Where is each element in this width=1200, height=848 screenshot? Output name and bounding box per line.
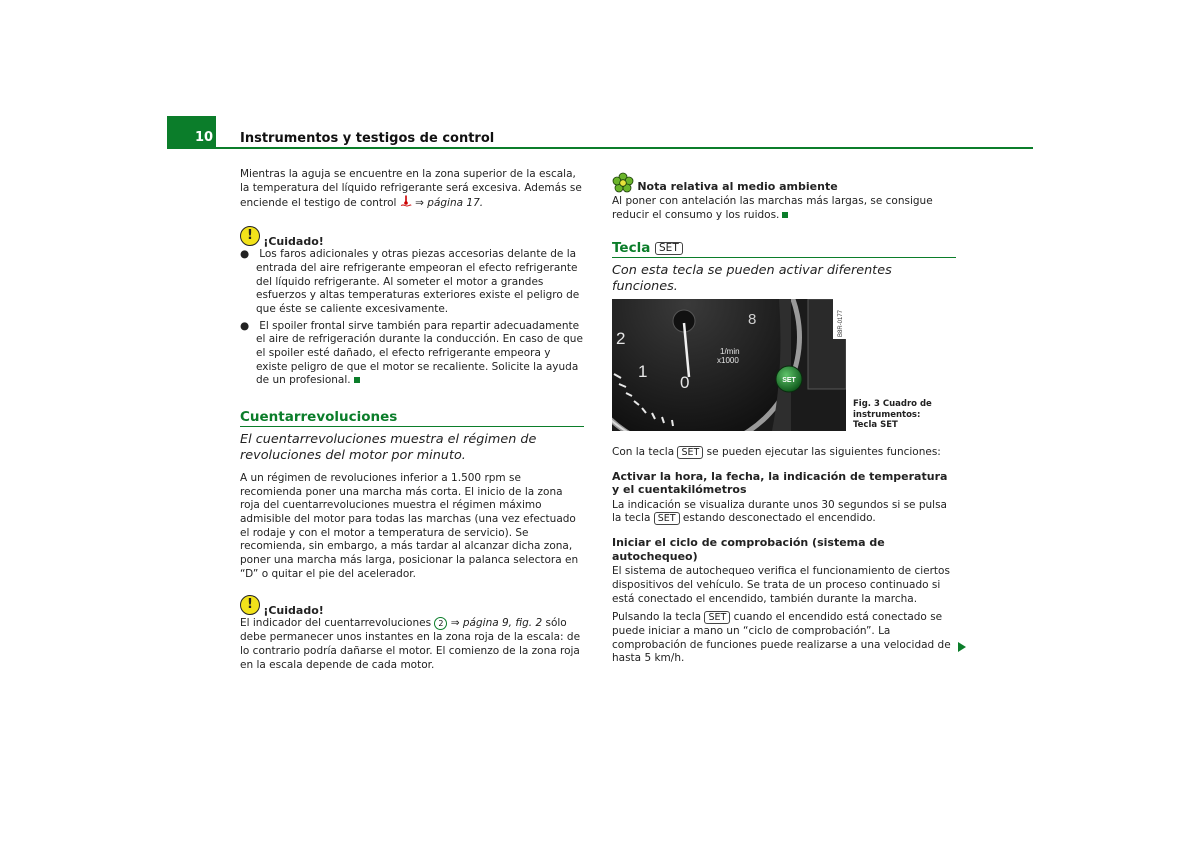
note-text: Al poner con antelación las marchas más largas, se consigue reducir el consumo y los ruidos. (612, 195, 933, 221)
page-number: 10 (167, 116, 216, 148)
coolant-warning-icon (400, 195, 412, 207)
section-title: Cuentarrevoluciones (240, 409, 398, 426)
note-title: Nota relativa al medio ambiente (637, 180, 838, 193)
caution-title: ¡Cuidado! (263, 235, 324, 249)
header-rule (167, 147, 1033, 149)
section-header (612, 242, 956, 258)
gauge-unit-1: 1/min (720, 347, 740, 356)
gauge-unit-2: x1000 (717, 356, 739, 365)
section-body: A un régimen de revoluciones inferior a 1.500 rpm se recomienda poner una marcha más corta. El inicio de la zona roja del cuentarrevoluciones muestra el régimen máximo admisible del motor para todas las marchas (una vez efectuado el rodaje y con el motor a temperatura de servicio). Se recomienda, sin embargo, a más tardar al alcanzar dicha zona, poner una marcha más larga, posicionar la palanca selectora en “D” o quitar el pie del acelerador. (240, 471, 579, 580)
section-rule (240, 426, 584, 427)
gauge-illustration (612, 299, 846, 431)
end-mark (782, 212, 788, 218)
gauge-label-2: 2 (616, 329, 626, 348)
figure-caption: Fig. 3 Cuadro de instrumentos: Tecla SET (853, 399, 932, 430)
caution-block-2 (240, 595, 584, 672)
caution-block-1 (240, 226, 584, 388)
caution-paragraph: El indicador del cuentarrevoluciones 2 ⇒ página 9, fig. 2 sólo debe permanecer unos instantes en la zona roja de la escala: de lo contrario podría dañarse el motor. El comienzo de la zona roja en la escala depende de cada motor. (240, 617, 581, 671)
subheading: Iniciar el ciclo de comprobación (sistema de autochequeo) (612, 536, 885, 563)
caution-title: ¡Cuidado! (263, 604, 324, 618)
intro-paragraph: Mientras la aguja se encuentre en la zona superior de la escala, la temperatura del líquido refrigerante será excesiva. Además se enciende el testigo de control ⇒ página 17. (240, 168, 582, 210)
set-key-label: SET (677, 446, 703, 459)
figure-code: B8R-0177 (838, 309, 844, 337)
page-link[interactable]: ⇒ página 17. (415, 197, 484, 210)
gauge-label-8: 8 (748, 311, 757, 328)
end-mark (354, 377, 360, 383)
gauge-label-0: 0 (680, 373, 690, 392)
callout-number: 2 (434, 617, 447, 630)
set-key-label: SET (655, 242, 683, 255)
continue-arrow-icon (958, 642, 966, 652)
instrument-cluster-figure (612, 299, 846, 431)
paragraph: Con la tecla SET se pueden ejecutar las siguientes funciones: (612, 446, 941, 458)
section-rule (612, 257, 956, 258)
paragraph: El sistema de autochequeo verifica el funcionamiento de ciertos dispositivos del vehículo. Se trata de un proceso continuado si está conectado el encendido, también durante la marcha. (612, 565, 950, 605)
left-column (240, 168, 584, 672)
set-key-label: SET (704, 611, 730, 624)
subheading: Activar la hora, la fecha, la indicación de temperatura y el cuentakilómetros (612, 469, 948, 497)
caution-bullet: ● El spoiler frontal sirve también para repartir adecuadamente el aire de refrigeración durante la conducción. En caso de que el spoiler esté dañado, el efecto refrigerante empeora y existe peligro de que el motor se recaliente. Solicite la ayuda de un profesional. (240, 319, 583, 387)
flower-icon (612, 172, 634, 194)
chapter-title: Instrumentos y testigos de control (240, 131, 495, 146)
set-button-label: SET (782, 377, 796, 384)
right-column-lower (612, 446, 956, 666)
right-column (612, 172, 956, 295)
section-header (240, 411, 584, 427)
paragraph: Pulsando la tecla SET cuando el encendido está conectado se puede iniciar a mano un “ciclo de comprobación”. La comprobación de funciones puede realizarse a una velocidad de hasta 5 km/h. (612, 611, 951, 665)
section-intro: Con esta tecla se pueden activar diferentes funciones. (612, 263, 892, 295)
warning-icon: ! (240, 595, 260, 615)
warning-icon: ! (240, 226, 260, 246)
page-link[interactable]: ⇒ página 9, fig. 2 (450, 617, 543, 630)
gauge-label-1: 1 (638, 362, 648, 381)
set-key-label: SET (654, 512, 680, 525)
caution-bullet: ● Los faros adicionales y otras piezas accesorias delante de la entrada del aire refrigerante empeoran el efecto refrigerante del líquido refrigerante. Al someter el motor a grandes esfuerzos y altas temperaturas exteriores existe el peligro de que éste se caliente excesivamente. (240, 248, 580, 315)
section-title: Tecla SET (612, 242, 956, 256)
paragraph: La indicación se visualiza durante unos 30 segundos si se pulsa la tecla SET estando desconectado el encendido. (612, 498, 947, 525)
section-intro: El cuentarrevoluciones muestra el régimen de revoluciones del motor por minuto. (240, 431, 537, 463)
environment-note (612, 172, 956, 222)
